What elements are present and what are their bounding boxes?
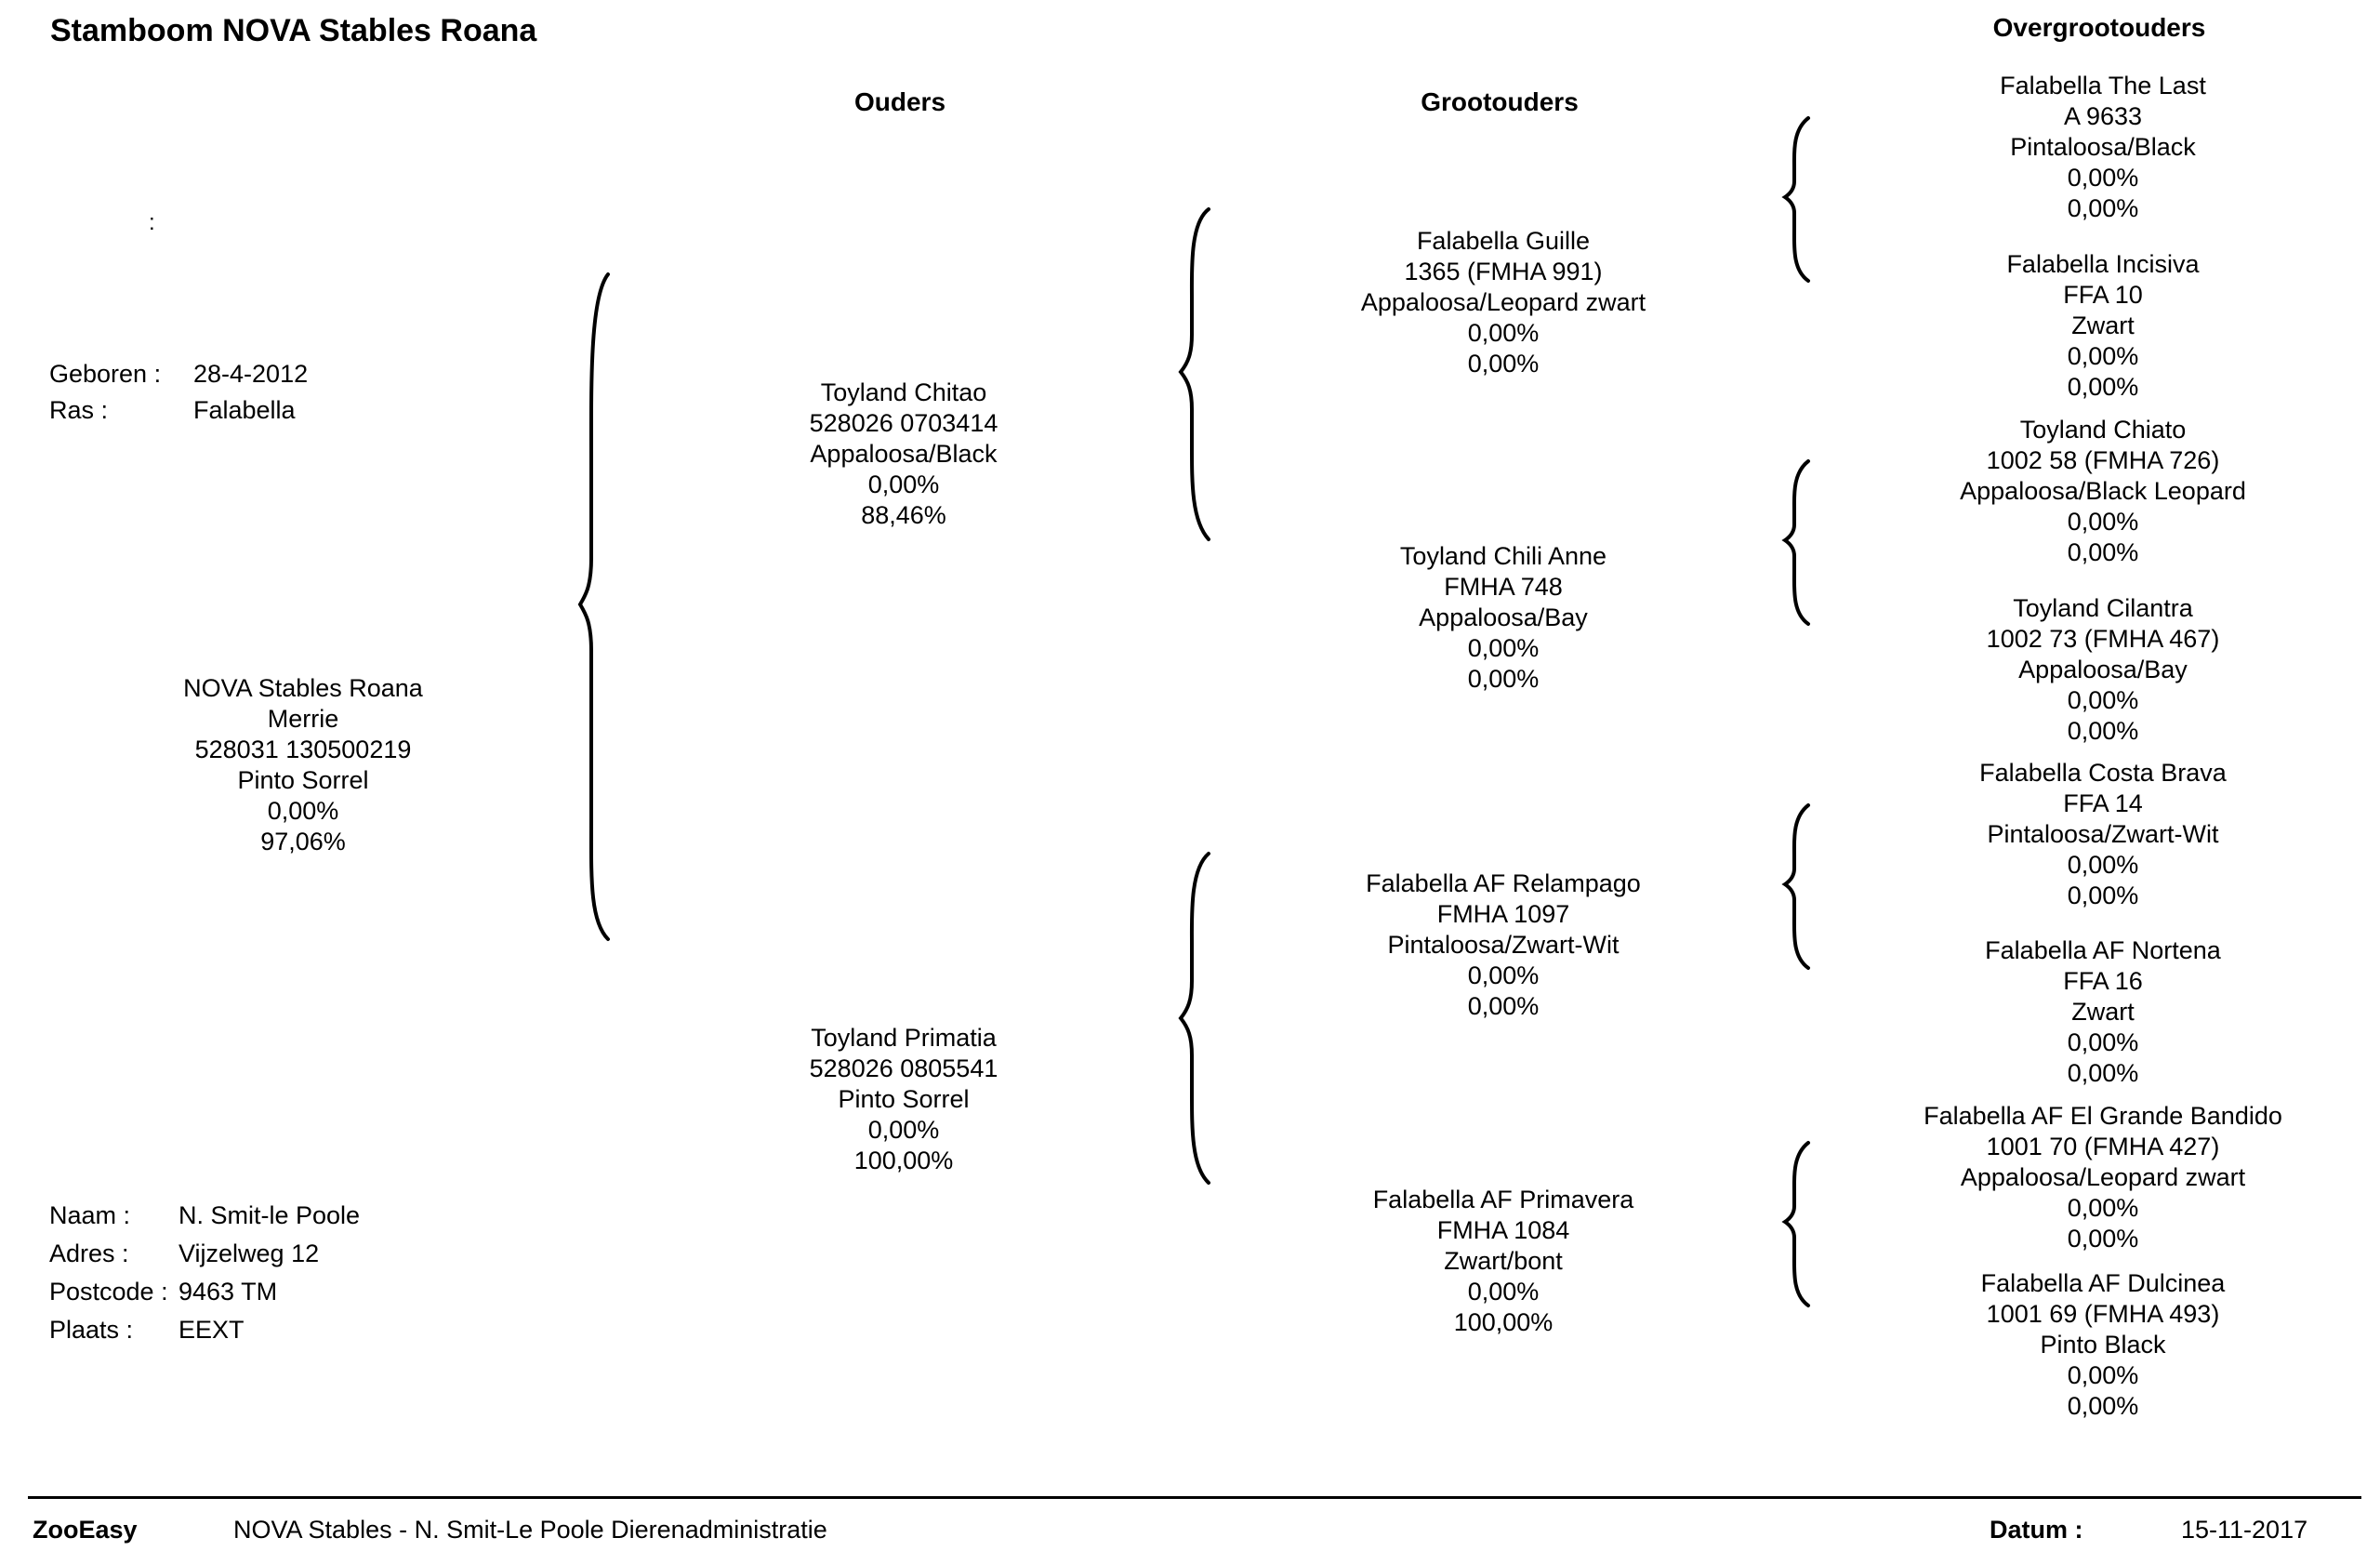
- great-grandparent-pct2: 0,00%: [2067, 717, 2139, 745]
- great-grandparent-id: 1002 58 (FMHA 726): [1986, 446, 2220, 474]
- great-grandparent-name: Falabella AF El Grande Bandido: [1924, 1102, 2282, 1130]
- great-grandparent-id: 1001 69 (FMHA 493): [1986, 1300, 2220, 1328]
- parent-id: 528026 0805541: [809, 1054, 998, 1082]
- great-grandparent-id: A 9633: [2063, 102, 2143, 130]
- footer-date-label: Datum :: [1990, 1516, 2083, 1544]
- grandparent-id: FMHA 1084: [1436, 1216, 1570, 1244]
- grandparent-pct2: 0,00%: [1467, 350, 1540, 378]
- great-grandparent-id: FFA 10: [2063, 281, 2143, 309]
- great-grandparent-pct2: 0,00%: [2067, 194, 2139, 222]
- grandparent-color: Appaloosa/Leopard zwart: [1360, 288, 1646, 316]
- great-grandparent-name: Falabella AF Dulcinea: [1980, 1269, 2226, 1297]
- parent-id: 528026 0703414: [809, 409, 998, 437]
- grandparent-name: Falabella AF Relampago: [1366, 869, 1641, 897]
- great-grandparent-color: Pintaloosa/Zwart-Wit: [1987, 820, 2219, 848]
- grandparent-color: Pintaloosa/Zwart-Wit: [1387, 931, 1620, 959]
- great-grandparent-name: Toyland Chiato: [2019, 416, 2187, 444]
- great-grandparent-name: Falabella Incisiva: [2006, 250, 2200, 278]
- brace-parent-sire: [1181, 209, 1209, 539]
- great-grandparent-color: Pintaloosa/Black: [2010, 133, 2196, 161]
- great-grandparent-pct1: 0,00%: [2067, 164, 2139, 192]
- grandparent-name: Falabella Guille: [1416, 227, 1591, 255]
- breed-label: Ras :: [49, 396, 109, 424]
- column-header-grandparents: Grootouders: [1421, 87, 1579, 116]
- parent-color: Appaloosa/Black: [810, 440, 998, 468]
- great-grandparent-pct2: 0,00%: [2067, 538, 2139, 566]
- owner-name-value: N. Smit-le Poole: [178, 1201, 361, 1229]
- great-grandparent-pct1: 0,00%: [2067, 342, 2139, 370]
- stray-mark: :: [149, 210, 155, 235]
- brace-subject: [580, 274, 608, 939]
- great-grandparent-color: Appaloosa/Leopard zwart: [1960, 1163, 2246, 1191]
- great-grandparent-color: Pinto Black: [2040, 1331, 2166, 1359]
- subject-sex: Merrie: [267, 705, 339, 733]
- grandparent-id: FMHA 1097: [1436, 900, 1570, 928]
- born-label: Geboren :: [49, 360, 162, 388]
- grandparent-color: Zwart/bont: [1444, 1247, 1563, 1275]
- grandparent-name: Toyland Chili Anne: [1399, 542, 1607, 570]
- subject-id: 528031 130500219: [194, 736, 412, 763]
- great-grandparent-pct1: 0,00%: [2067, 851, 2139, 879]
- grandparent-id: FMHA 748: [1444, 573, 1563, 601]
- owner-city-value: EEXT: [178, 1316, 245, 1344]
- parent-pct1: 0,00%: [867, 1116, 940, 1144]
- grandparent-pct2: 100,00%: [1453, 1308, 1554, 1336]
- great-grandparent-name: Falabella Costa Brava: [1979, 759, 2227, 787]
- owner-address-label: Adres :: [49, 1239, 129, 1267]
- owner-city-label: Plaats :: [49, 1316, 134, 1344]
- grandparent-pct1: 0,00%: [1467, 1278, 1540, 1306]
- grandparent-pct2: 0,00%: [1467, 992, 1540, 1020]
- grandparent-pct1: 0,00%: [1467, 961, 1540, 989]
- great-grandparent-name: Toyland Cilantra: [2013, 594, 2193, 622]
- owner-address-value: Vijzelweg 12: [178, 1239, 320, 1267]
- owner-postcode-label: Postcode :: [49, 1278, 168, 1306]
- great-grandparent-pct1: 0,00%: [2067, 508, 2139, 536]
- subject-pct1: 0,00%: [267, 797, 339, 825]
- brace-grandparent-1: [1785, 118, 1808, 281]
- footer-date-value: 15-11-2017: [2181, 1516, 2308, 1544]
- footer-brand: ZooEasy: [33, 1516, 138, 1544]
- great-grandparent-id: FFA 14: [2063, 789, 2143, 817]
- great-grandparent-id: 1002 73 (FMHA 467): [1986, 625, 2220, 653]
- subject-color: Pinto Sorrel: [237, 766, 369, 794]
- great-grandparent-color: Zwart: [2071, 998, 2135, 1026]
- parent-pct2: 100,00%: [853, 1147, 954, 1174]
- footer-organization: NOVA Stables - N. Smit-Le Poole Dierenadministratie: [233, 1516, 827, 1544]
- brace-grandparent-2: [1785, 461, 1808, 624]
- great-grandparent-pct1: 0,00%: [2067, 1361, 2139, 1389]
- great-grandparent-pct2: 0,00%: [2067, 1225, 2139, 1253]
- great-grandparent-pct2: 0,00%: [2067, 1059, 2139, 1087]
- great-grandparent-pct2: 0,00%: [2067, 1392, 2139, 1420]
- great-grandparent-name: Falabella AF Nortena: [1985, 936, 2221, 964]
- great-grandparent-color: Zwart: [2071, 312, 2135, 339]
- born-value: 28-4-2012: [193, 360, 309, 388]
- great-grandparent-pct2: 0,00%: [2067, 373, 2139, 401]
- parent-name: Toyland Primatia: [811, 1024, 997, 1052]
- parent-name: Toyland Chitao: [820, 378, 987, 406]
- grandparent-pct1: 0,00%: [1467, 319, 1540, 347]
- grandparent-name: Falabella AF Primavera: [1372, 1186, 1634, 1213]
- great-grandparent-color: Appaloosa/Bay: [2018, 656, 2188, 683]
- parent-color: Pinto Sorrel: [838, 1085, 970, 1113]
- great-grandparent-pct1: 0,00%: [2067, 1194, 2139, 1222]
- great-grandparent-pct2: 0,00%: [2067, 882, 2139, 909]
- grandparent-pct1: 0,00%: [1467, 634, 1540, 662]
- footer-divider: [28, 1496, 2361, 1499]
- parent-pct2: 88,46%: [861, 501, 946, 529]
- column-header-great-grandparents: Overgrootouders: [1992, 13, 2206, 42]
- grandparent-id: 1365 (FMHA 991): [1404, 258, 1603, 285]
- owner-postcode-value: 9463 TM: [178, 1278, 278, 1306]
- page-title: Stamboom NOVA Stables Roana: [50, 13, 537, 48]
- great-grandparent-id: 1001 70 (FMHA 427): [1986, 1133, 2220, 1160]
- great-grandparent-id: FFA 16: [2063, 967, 2143, 995]
- brace-grandparent-3: [1785, 805, 1808, 968]
- brace-parent-dam: [1181, 854, 1209, 1183]
- great-grandparent-pct1: 0,00%: [2067, 686, 2139, 714]
- great-grandparent-pct1: 0,00%: [2067, 1028, 2139, 1056]
- great-grandparent-color: Appaloosa/Black Leopard: [1960, 477, 2246, 505]
- owner-name-label: Naam :: [49, 1201, 131, 1229]
- column-header-parents: Ouders: [853, 87, 946, 116]
- grandparent-color: Appaloosa/Bay: [1419, 603, 1588, 631]
- breed-value: Falabella: [193, 396, 296, 424]
- subject-pct2: 97,06%: [260, 828, 346, 855]
- grandparent-pct2: 0,00%: [1467, 665, 1540, 693]
- great-grandparent-name: Falabella The Last: [2000, 72, 2206, 99]
- brace-grandparent-4: [1785, 1143, 1808, 1306]
- parent-pct1: 0,00%: [867, 471, 940, 498]
- subject-name: NOVA Stables Roana: [183, 674, 423, 702]
